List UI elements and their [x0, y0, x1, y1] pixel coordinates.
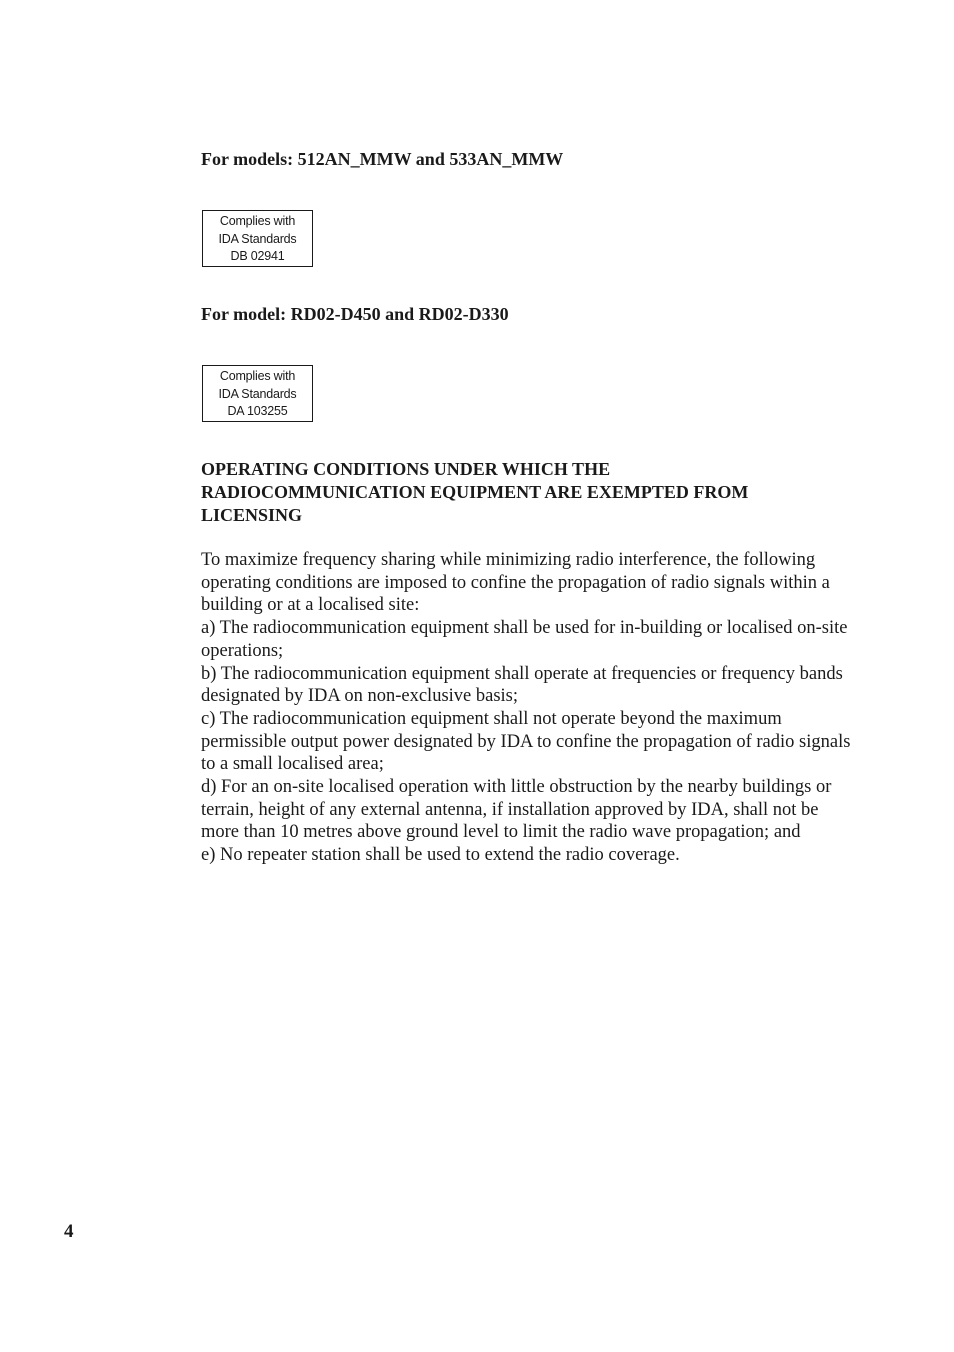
section-title-line: OPERATING CONDITIONS UNDER WHICH THE — [201, 459, 611, 479]
label-line: IDA Standards — [218, 386, 297, 401]
ida-compliance-label-1 — [202, 210, 313, 267]
label-line: IDA Standards — [218, 231, 297, 246]
label-line: DB 02941 — [230, 249, 285, 263]
condition-item: e) No repeater station shall be used to extend the radio coverage. — [201, 845, 680, 866]
section-title-line: RADIOCOMMUNICATION EQUIPMENT ARE EXEMPTED FROM — [201, 482, 749, 502]
models-heading-2: For model: RD02-D450 and RD02-D330 — [201, 304, 509, 324]
section-body — [201, 549, 861, 867]
intro-paragraph: To maximize frequency sharing while minimizing radio interference, the following operating conditions are imposed to confine the propagation of radio signals within a building or at a localised site: — [201, 550, 830, 616]
condition-item: c) The radiocommunication equipment shall not operate beyond the maximum permissible output power designated by IDA to confine the propagation of radio signals to a small localised area; — [201, 708, 851, 775]
models-heading-1: For models: 512AN_MMW and 533AN_MMW — [201, 149, 564, 169]
ida-compliance-label-2 — [202, 365, 313, 422]
section-title — [201, 458, 841, 527]
condition-item: d) For an on-site localised operation with little obstruction by the nearby buildings or terrain, height of any external antenna, if installation approved by IDA, shall not be more than 10 metres above ground level to limit the radio wave propagation; and — [201, 777, 832, 843]
section-title-line: LICENSING — [201, 505, 303, 525]
label-line: DA 103255 — [227, 404, 288, 418]
condition-item: b) The radiocommunication equipment shall operate at frequencies or frequency bands designated by IDA on non-exclusive basis; — [201, 663, 843, 707]
label-line: Complies with — [219, 369, 296, 383]
label-line: Complies with — [219, 214, 296, 228]
condition-item: a) The radiocommunication equipment shall be used for in-building or localised on-site operations; — [201, 618, 848, 661]
page-number: 4 — [64, 1221, 74, 1242]
